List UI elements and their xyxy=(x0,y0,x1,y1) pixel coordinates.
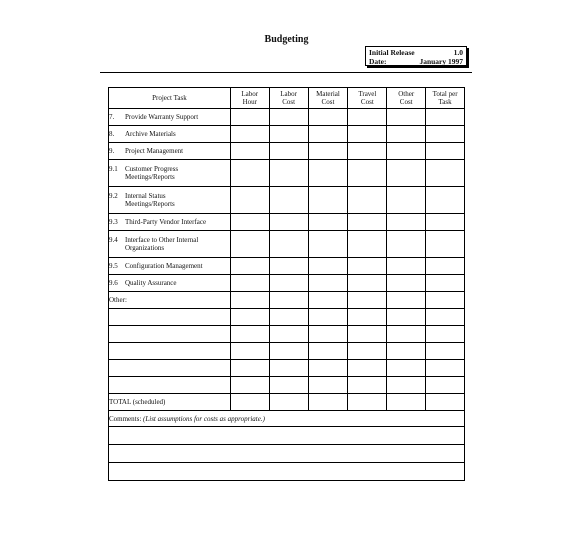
header-col-6: Total per Task xyxy=(426,88,465,109)
task-cell-6[interactable] xyxy=(426,214,465,231)
task-cell-1[interactable] xyxy=(230,160,269,187)
blank-row-cell-1[interactable] xyxy=(230,343,269,360)
table-row xyxy=(109,214,465,231)
header-col-3: Material Cost xyxy=(308,88,348,109)
task-cell-5[interactable] xyxy=(387,109,426,126)
task-cell-6[interactable] xyxy=(426,160,465,187)
blank-row-label xyxy=(109,309,231,326)
table-row xyxy=(109,231,465,258)
task-cell-4[interactable] xyxy=(348,258,387,275)
task-cell-2[interactable] xyxy=(269,143,308,160)
header-col-1: Labor Hour xyxy=(230,88,269,109)
task-cell-3[interactable] xyxy=(308,143,348,160)
blank-row-cell-3[interactable] xyxy=(308,309,348,326)
task-number: 9.2 xyxy=(109,192,118,200)
task-label: Quality Assurance xyxy=(125,279,177,287)
comments-hint: (List assumptions for costs as appropriate.) xyxy=(143,414,265,423)
task-label-cell xyxy=(109,214,231,231)
blank-row xyxy=(109,377,465,394)
blank-row-cell-4[interactable] xyxy=(348,309,387,326)
blank-row-cell-4[interactable] xyxy=(348,360,387,377)
comments-line xyxy=(109,427,465,445)
task-cell-1[interactable] xyxy=(230,143,269,160)
task-cell-2[interactable] xyxy=(269,187,308,214)
total-row-cell-5[interactable] xyxy=(387,394,426,411)
comments-line-cell[interactable] xyxy=(109,463,465,481)
task-label-cell xyxy=(109,231,231,258)
date-label: Date: xyxy=(369,57,387,66)
blank-row-cell-1[interactable] xyxy=(230,326,269,343)
task-cell-6[interactable] xyxy=(426,109,465,126)
other-row-cell-2[interactable] xyxy=(269,292,308,309)
task-cell-1[interactable] xyxy=(230,126,269,143)
table-row xyxy=(109,126,465,143)
header-col-5: Other Cost xyxy=(387,88,426,109)
task-cell-5[interactable] xyxy=(387,214,426,231)
task-cell-3[interactable] xyxy=(308,231,348,258)
header-rule xyxy=(100,72,472,73)
task-cell-2[interactable] xyxy=(269,126,308,143)
task-label-cell xyxy=(109,187,231,214)
blank-row-label xyxy=(109,343,231,360)
document-title: Budgeting xyxy=(264,34,309,45)
task-cell-5[interactable] xyxy=(387,187,426,214)
blank-row-cell-6[interactable] xyxy=(426,377,465,394)
task-label: Project Management xyxy=(125,147,184,155)
comments-line xyxy=(109,463,465,481)
task-cell-3[interactable] xyxy=(308,275,348,292)
task-cell-2[interactable] xyxy=(269,160,308,187)
blank-row-label xyxy=(109,326,231,343)
task-cell-2[interactable] xyxy=(269,214,308,231)
blank-row xyxy=(109,360,465,377)
task-cell-3[interactable] xyxy=(308,187,348,214)
other-row xyxy=(109,292,465,309)
task-cell-3[interactable] xyxy=(308,109,348,126)
total-row-cell-1[interactable] xyxy=(230,394,269,411)
task-cell-4[interactable] xyxy=(348,126,387,143)
task-cell-5[interactable] xyxy=(387,258,426,275)
total-row-label: TOTAL (scheduled) xyxy=(109,394,231,411)
task-cell-4[interactable] xyxy=(348,160,387,187)
task-number: 9. xyxy=(109,147,115,155)
blank-row-cell-2[interactable] xyxy=(269,360,308,377)
header-col-2: Labor Cost xyxy=(269,88,308,109)
blank-row xyxy=(109,343,465,360)
task-label-cell xyxy=(109,109,231,126)
blank-row-cell-4[interactable] xyxy=(348,326,387,343)
task-cell-1[interactable] xyxy=(230,258,269,275)
blank-row-cell-5[interactable] xyxy=(387,326,426,343)
total-row-cell-3[interactable] xyxy=(308,394,348,411)
task-label-cell xyxy=(109,143,231,160)
other-row-cell-1[interactable] xyxy=(230,292,269,309)
header-project-task: Project Task xyxy=(109,88,231,109)
other-row-cell-3[interactable] xyxy=(308,292,348,309)
blank-row-cell-1[interactable] xyxy=(230,377,269,394)
blank-row-cell-1[interactable] xyxy=(230,309,269,326)
blank-row-cell-2[interactable] xyxy=(269,343,308,360)
task-cell-5[interactable] xyxy=(387,160,426,187)
task-number: 9.1 xyxy=(109,165,118,173)
task-label-cell xyxy=(109,258,231,275)
header-col-4: Travel Cost xyxy=(348,88,387,109)
task-cell-5[interactable] xyxy=(387,143,426,160)
blank-row-cell-5[interactable] xyxy=(387,309,426,326)
task-label-cell xyxy=(109,160,231,187)
blank-row-cell-5[interactable] xyxy=(387,377,426,394)
blank-row-cell-6[interactable] xyxy=(426,309,465,326)
date-value: January 1997 xyxy=(419,57,463,66)
task-cell-4[interactable] xyxy=(348,109,387,126)
task-label: Customer Progress Meetings/Reports xyxy=(125,165,179,181)
task-cell-1[interactable] xyxy=(230,187,269,214)
task-number: 9.6 xyxy=(109,279,118,287)
task-cell-3[interactable] xyxy=(308,258,348,275)
blank-row xyxy=(109,309,465,326)
task-label: Archive Materials xyxy=(125,130,176,138)
blank-row-cell-2[interactable] xyxy=(269,377,308,394)
blank-row-label xyxy=(109,360,231,377)
blank-row-cell-5[interactable] xyxy=(387,360,426,377)
task-cell-1[interactable] xyxy=(230,109,269,126)
task-number: 9.5 xyxy=(109,262,118,270)
comments-line xyxy=(109,445,465,463)
blank-row-cell-3[interactable] xyxy=(308,326,348,343)
task-cell-4[interactable] xyxy=(348,231,387,258)
blank-row-cell-6[interactable] xyxy=(426,360,465,377)
task-cell-3[interactable] xyxy=(308,126,348,143)
task-number: 9.4 xyxy=(109,236,118,244)
blank-row-cell-3[interactable] xyxy=(308,360,348,377)
task-cell-6[interactable] xyxy=(426,187,465,214)
other-row-label: Other: xyxy=(109,292,231,309)
release-info-box xyxy=(365,46,467,66)
blank-row-cell-2[interactable] xyxy=(269,326,308,343)
task-cell-6[interactable] xyxy=(426,258,465,275)
blank-row-cell-1[interactable] xyxy=(230,360,269,377)
other-row-cell-4[interactable] xyxy=(348,292,387,309)
task-cell-1[interactable] xyxy=(230,231,269,258)
blank-row-cell-3[interactable] xyxy=(308,377,348,394)
task-cell-5[interactable] xyxy=(387,126,426,143)
task-label: Third-Party Vendor Interface xyxy=(125,218,207,226)
task-cell-6[interactable] xyxy=(426,143,465,160)
task-label: Internal Status Meetings/Reports xyxy=(125,192,175,208)
task-cell-2[interactable] xyxy=(269,275,308,292)
blank-row-cell-4[interactable] xyxy=(348,377,387,394)
other-row-cell-6[interactable] xyxy=(426,292,465,309)
comments-label: Comments: xyxy=(109,414,142,423)
task-label-cell xyxy=(109,275,231,292)
blank-row-cell-2[interactable] xyxy=(269,309,308,326)
task-label: Provide Warranty Support xyxy=(125,113,199,121)
task-number: 9.3 xyxy=(109,218,118,226)
task-number: 7. xyxy=(109,113,115,121)
other-row-cell-5[interactable] xyxy=(387,292,426,309)
release-value: 1.0 xyxy=(453,48,463,57)
table-row xyxy=(109,143,465,160)
task-cell-1[interactable] xyxy=(230,214,269,231)
budget-table xyxy=(108,87,465,481)
total-row xyxy=(109,394,465,411)
task-label: Interface to Other Internal Organizations xyxy=(125,236,199,252)
table-row xyxy=(109,109,465,126)
blank-row xyxy=(109,326,465,343)
task-cell-5[interactable] xyxy=(387,231,426,258)
total-row-cell-2[interactable] xyxy=(269,394,308,411)
table-row xyxy=(109,160,465,187)
blank-row-cell-6[interactable] xyxy=(426,326,465,343)
comments-cell[interactable] xyxy=(109,411,465,427)
blank-row-cell-4[interactable] xyxy=(348,343,387,360)
table-header-row xyxy=(109,88,465,109)
task-cell-4[interactable] xyxy=(348,143,387,160)
task-cell-2[interactable] xyxy=(269,258,308,275)
table-row xyxy=(109,258,465,275)
task-cell-4[interactable] xyxy=(348,214,387,231)
task-label-cell xyxy=(109,126,231,143)
task-cell-3[interactable] xyxy=(308,160,348,187)
comments-line-cell[interactable] xyxy=(109,445,465,463)
task-cell-1[interactable] xyxy=(230,275,269,292)
task-cell-2[interactable] xyxy=(269,109,308,126)
task-number: 8. xyxy=(109,130,115,138)
task-cell-6[interactable] xyxy=(426,126,465,143)
blank-row-cell-3[interactable] xyxy=(308,343,348,360)
release-label: Initial Release xyxy=(369,48,415,57)
task-cell-4[interactable] xyxy=(348,275,387,292)
task-cell-2[interactable] xyxy=(269,231,308,258)
task-cell-6[interactable] xyxy=(426,231,465,258)
task-cell-6[interactable] xyxy=(426,275,465,292)
task-cell-5[interactable] xyxy=(387,275,426,292)
total-row-cell-4[interactable] xyxy=(348,394,387,411)
table-row xyxy=(109,275,465,292)
task-cell-4[interactable] xyxy=(348,187,387,214)
comments-line-cell[interactable] xyxy=(109,427,465,445)
comments-row xyxy=(109,411,465,427)
blank-row-cell-6[interactable] xyxy=(426,343,465,360)
task-cell-3[interactable] xyxy=(308,214,348,231)
table-row xyxy=(109,187,465,214)
task-label: Configuration Management xyxy=(125,262,203,270)
blank-row-label xyxy=(109,377,231,394)
total-row-cell-6[interactable] xyxy=(426,394,465,411)
blank-row-cell-5[interactable] xyxy=(387,343,426,360)
